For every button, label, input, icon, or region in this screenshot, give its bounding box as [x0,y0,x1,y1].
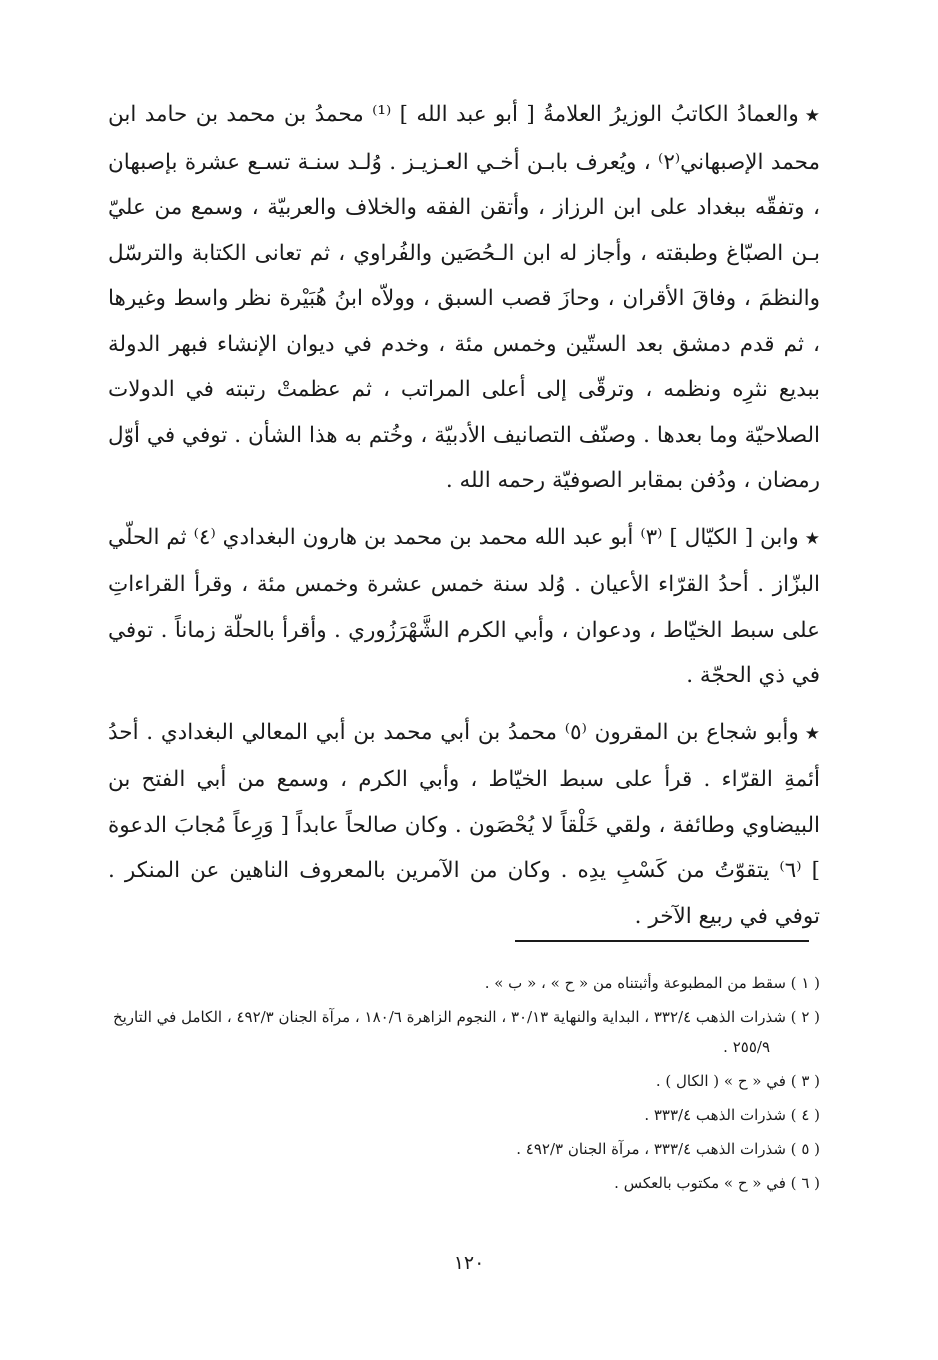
star-icon: ★ [804,528,820,549]
footnote: ( ١ ) سقط من المطبوعة وأثبتناه من « ح » ، « ب » . [484,974,820,992]
footnote-separator [515,940,809,942]
entry-text: والعمادُ الكاتبُ الوزيرُ العلامةُ [ أبو عبد الله ] ⁽¹⁾ محمدُ بن محمد بن حامد ابن محمد الإصبهاني⁽٢⁾ ، ويُعرف بابـن أخـي العـزيـز . وُلـد سنـة تسـع عشرة بإصبهان ، وتفقّه ببغداد على ابن الرزاز ، وأتقن الفقه والخلاف والعربيّة ، وسمع من عليّ بـن الصبّاغ وطبقته ، وأجاز له ابن الـحُصَين والفُراوي ، ثم تعانى الكتابة والترسّل والنظمَ ، وفاقَ الأقران ، وحازَ قصب السبق ، وولاّه ابنُ هُبَيْرة نظر واسط وغيرها ، ثم قدم دمشق بعد الستّين وخمس مئة ، وخدم في ديوان الإنشاء فبهر الدولة ببديع نثرِه ونظمه ، وترقّى إلى أعلى المراتب ، ثم عظمتْ رتبته في الدولات الصلاحيّة وما بعدها . وصنّف التصانيف الأدبيّة ، وخُتم به هذا الشأن . توفي في أوّل رمضان ، ودُفن بمقابر الصوفيّة رحمه الله . [108,102,820,493]
star-icon: ★ [804,106,820,126]
biography-entry [108,515,820,699]
footnote: ( ٤ ) شذرات الذهب ٣٣٣/٤ . [644,1106,820,1124]
footnote: ( ٥ ) شذرات الذهب ٣٣٣/٤ ، مرآة الجنان ٤٩٢/٣ . [516,1140,820,1158]
biography-entry [108,92,820,504]
footnote: ( ٣ ) في « ح » ( الكال ) . [655,1072,820,1090]
page-number: ١٢٠ [453,1252,485,1274]
entry-text: وأبو شجاع بن المقرون ⁽٥⁾ محمدُ بن أبي محمد بن أبي المعالي البغدادي . أحدُ أئمةِ القرّاء . قرأ على سبط الخيّاط ، وأبي الكرم ، وسمع من أبي الفتح بن البيضاوي وطائفة ، ولقي خَلْقاً لا يُحْصَون . وكان صالحاً عابداً [ وَرِعاً مُجابَ الدعوة ] ⁽٦⁾ يتقوّتُ من كَسْبِ يدِه . وكان من الآمرين بالمعروف الناهين عن المنكر . توفي في ربيع الآخر . [108,719,820,929]
footnote: ( ٢ ) شذرات الذهب ٣٣٢/٤ ، البداية والنهاية ٣٠/١٣ ، النجوم الزاهرة ١٨٠/٦ ، مرآة الجنان ٤٩٢/٣ ، الكامل في التاريخ ٢٥٥/٩ . [112,1008,820,1056]
entry-text: وابن [ الكيّال ] ⁽٣⁾ أبو عبد الله محمد بن محمد بن هارون البغدادي ⁽٤⁾ ثم الحلّي البزّاز . أحدُ القرّاء الأعيان . وُلد سنة خمس عشرة وخمس مئة ، وقرأ القراءاتِ على سبط الخيّاط ، ودعوان ، وأبي الكرم الشَّهْرَزُوري . وأقرأ بالحلّة زماناً . توفي في ذي الحجّة . [108,524,820,688]
star-icon: ★ [804,723,820,744]
footnote: ( ٦ ) في « ح » مكتوب بالعكس . [614,1174,820,1192]
biography-entry [108,710,820,940]
footnotes [110,968,820,1202]
main-text [108,92,820,950]
